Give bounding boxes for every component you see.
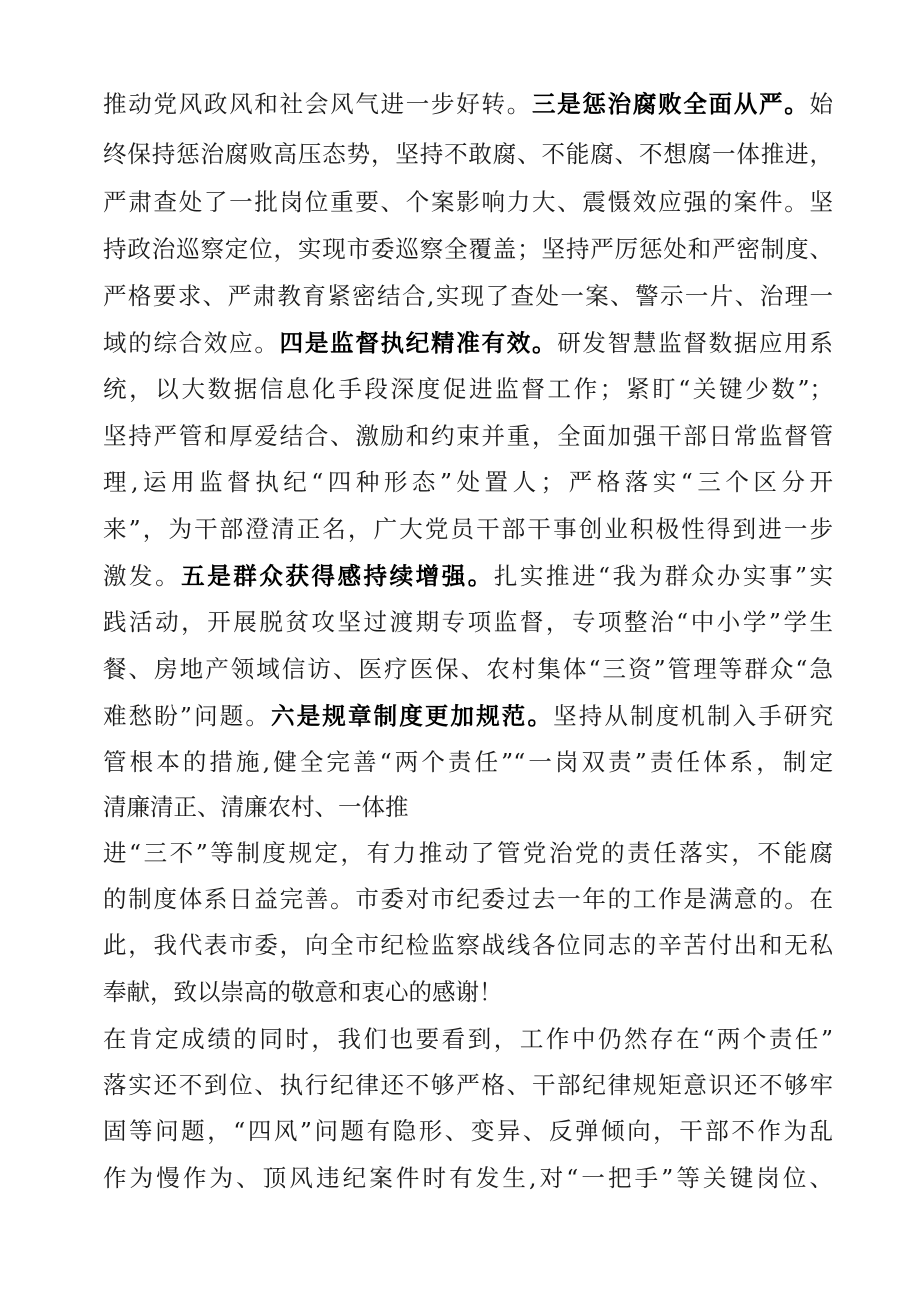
text-line xyxy=(103,506,833,552)
text-run: 固等问题，“四风”问题有隐形、变异、反弹倾向，干部不作为乱 xyxy=(103,1117,833,1145)
text-line xyxy=(103,553,833,599)
text-line xyxy=(103,413,833,459)
text-run: 清廉清正、清廉农村、一体推 xyxy=(103,793,409,821)
text-line xyxy=(103,1016,833,1062)
text-line xyxy=(103,784,833,830)
text-run: 管根本的措施,健全完善“两个责任”“一岗双责”责任体系，制定 xyxy=(103,748,833,776)
text-run: 来”，为干部澄清正名，广大党员干部干事创业积极性得到进一步 xyxy=(103,515,833,543)
text-line xyxy=(103,739,833,785)
text-line xyxy=(103,273,833,319)
bold-heading-phrase: 六是规章制度更加规范。 xyxy=(271,702,554,730)
text-run: 难愁盼”问题。 xyxy=(103,702,272,730)
text-line xyxy=(103,969,833,1015)
text-run: 扎实推进“我为群众办实事”实 xyxy=(493,562,834,590)
text-line xyxy=(103,320,833,366)
text-run: 此，我代表市委，向全市纪检监察战线各位同志的辛苦付出和无私 xyxy=(103,931,833,959)
text-run: 推动党风政风和社会风气进一步好转。 xyxy=(103,90,532,118)
text-run: 落实还不到位、执行纪律还不够严格、干部纪律规矩意识还不够牢 xyxy=(103,1071,833,1099)
text-run: 践活动，开展脱贫攻坚过渡期专项监督，专项整治“中小学”学生 xyxy=(103,608,833,636)
text-line xyxy=(103,81,833,127)
text-line xyxy=(103,693,833,739)
bold-heading-phrase: 五是群众获得感持续增强。 xyxy=(181,562,494,590)
text-run: 坚持从制度机制入手研究 xyxy=(553,702,834,730)
text-run: 统，以大数据信息化手段深度促进监督工作；紧盯“关键少数”； xyxy=(103,375,833,403)
text-run: 餐、房地产领域信访、医疗医保、农村集体“三资”管理等群众“急 xyxy=(103,655,833,683)
text-run: 进“三不”等制度规定，有力推动了管党治党的责任落实，不能腐 xyxy=(103,839,833,867)
text-run: 持政治巡察定位，实现市委巡察全覆盖；坚持严厉惩处和严密制度、 xyxy=(103,235,833,263)
text-line xyxy=(103,459,833,505)
bold-heading-phrase: 四是监督执纪精准有效。 xyxy=(279,329,558,357)
text-run: 奉献，致以崇高的敬意和衷心的感谢！ xyxy=(103,978,503,1006)
text-run: 始 xyxy=(809,90,834,118)
text-run: 终保持惩治腐败高压态势，坚持不敢腐、不能腐、不想腐一体推进， xyxy=(103,140,833,168)
text-run: 在肯定成绩的同时，我们也要看到，工作中仍然存在“两个责任” xyxy=(103,1025,833,1053)
bold-heading-phrase: 三是惩治腐败全面从严。 xyxy=(531,90,810,118)
text-line xyxy=(103,1108,833,1154)
text-line xyxy=(103,226,833,272)
text-run: 严格要求、严肃教育紧密结合,实现了查处一案、警示一片、治理一 xyxy=(103,282,833,310)
text-line xyxy=(103,599,833,645)
text-line xyxy=(103,1062,833,1108)
text-run: 理,运用监督执纪“四种形态”处置人；严格落实“三个区分开 xyxy=(103,468,833,496)
text-run: 严肃查处了一批岗位重要、个案影响力大、震慑效应强的案件。坚 xyxy=(103,188,833,216)
text-line xyxy=(103,131,833,177)
text-line xyxy=(103,646,833,692)
text-run: 激发。 xyxy=(103,562,182,590)
text-run: 的制度体系日益完善。市委对市纪委过去一年的工作是满意的。在 xyxy=(103,885,833,913)
text-line xyxy=(103,1155,833,1201)
text-line xyxy=(103,922,833,968)
text-line xyxy=(103,830,833,876)
text-run: 域的综合效应。 xyxy=(103,329,280,357)
text-run: 作为慢作为、顶风违纪案件时有发生,对“一把手”等关键岗位、 xyxy=(103,1164,833,1192)
text-run: 坚持严管和厚爱结合、激励和约束并重，全面加强干部日常监督管 xyxy=(103,422,833,450)
text-run: 研发智慧监督数据应用系 xyxy=(557,329,834,357)
text-line xyxy=(103,876,833,922)
text-line xyxy=(103,179,833,225)
text-line xyxy=(103,366,833,412)
